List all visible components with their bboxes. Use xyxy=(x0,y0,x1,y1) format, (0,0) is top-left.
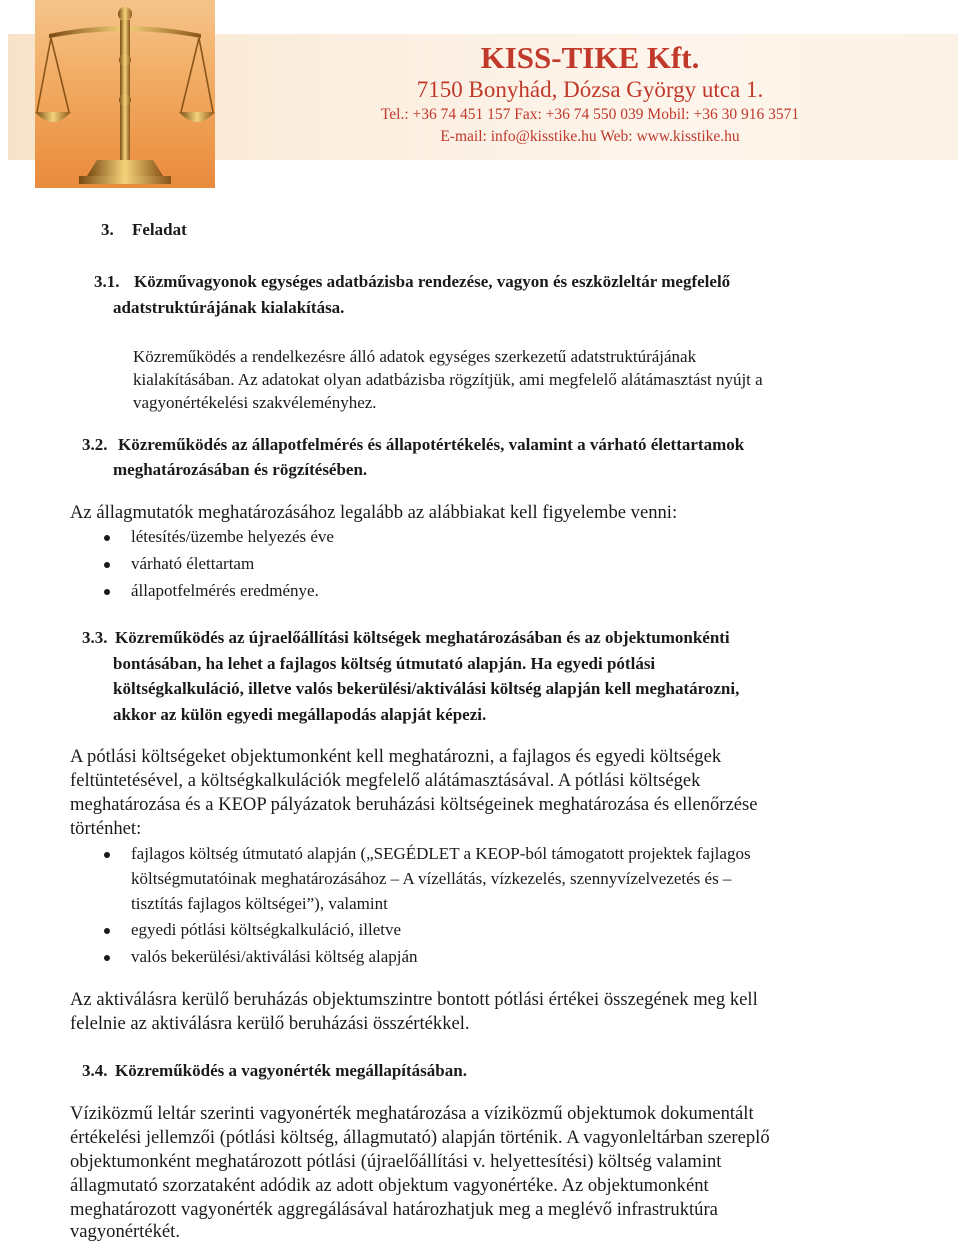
scales-of-justice-icon xyxy=(35,0,215,188)
subsection-3-1-number: 3.1. xyxy=(94,272,120,291)
company-phones: Tel.: +36 74 451 157 Fax: +36 74 550 039 Mobil: +36 30 916 3571 xyxy=(380,106,800,123)
paragraph-line: értékelési jellemzői (pótlási költség, állagmutató) alapján történik. A vagyonleltárban szereplő xyxy=(70,1127,770,1148)
list-item: tisztítás fajlagos költségei”), valamint xyxy=(131,894,388,913)
paragraph-line: felelnie az aktiválásra kerülő beruházási összértékkel. xyxy=(70,1013,470,1034)
letterhead xyxy=(0,0,960,190)
bullet-point xyxy=(104,589,110,595)
subsection-3-3-title-line: bontásában, ha lehet a fajlagos költség útmutató alapján. Ha egyedi pótlási xyxy=(113,654,656,673)
company-web: E-mail: info@kisstike.hu Web: www.kisstike.hu xyxy=(440,128,740,145)
subsection-3-3-title-line: Közreműködés az újraelőállítási költségek meghatározásában és az objektumonkénti xyxy=(115,628,730,647)
bullet-point xyxy=(104,955,110,961)
subsection-3-2-intro: Az állagmutatók meghatározásához legalább az alábbiakat kell figyelembe venni: xyxy=(70,502,678,523)
paragraph-line: Víziközmű leltár szerinti vagyonérték meghatározása a víziközmű objektumok dokumentált xyxy=(70,1103,754,1124)
paragraph-line: történhet: xyxy=(70,818,142,839)
subsection-3-2-title-line: Közreműködés az állapotfelmérés és állapotértékelés, valamint a várható élettartamok xyxy=(118,435,745,454)
list-item: fajlagos költség útmutató alapján („SEGÉDLET a KEOP-ból támogatott projektek fajlagos xyxy=(131,844,751,863)
subsection-3-4-number: 3.4. xyxy=(82,1061,108,1080)
paragraph-line: állagmutató szorzataként adódik az adott objektum vagyonértéke. Az objektumonként xyxy=(70,1175,709,1196)
paragraph-line: meghatározása és a KEOP pályázatok beruházási költségeinek meghatározása és ellenőrzése xyxy=(70,794,758,815)
paragraph-line: feltüntetésével, a költségkalkulációk megfelelő alátámasztásával. A pótlási költségek xyxy=(70,770,701,791)
paragraph-line: Az aktiválásra kerülő beruházás objektumszintre bontott pótlási értékei összegének meg kell xyxy=(70,989,758,1010)
subsection-3-4-title: Közreműködés a vagyonérték megállapításában. xyxy=(115,1061,467,1080)
bullet-point xyxy=(104,852,110,858)
subsection-3-1-body-line: kialakításában. Az adatokat olyan adatbázisba rögzítjük, ami megfelelő alátámasztást nyújt a xyxy=(133,370,763,389)
bullet-point xyxy=(104,562,110,568)
paragraph-line: A pótlási költségeket objektumonként kell meghatározni, a fajlagos és egyedi költségek xyxy=(70,746,722,767)
logo xyxy=(35,0,215,188)
company-address: 7150 Bonyhád, Dózsa György utca 1. xyxy=(416,77,764,102)
section-title: Feladat xyxy=(132,220,187,239)
subsection-3-3-number: 3.3. xyxy=(82,628,108,647)
bullet-point xyxy=(104,535,110,541)
company-name: KISS-TIKE Kft. xyxy=(480,40,700,75)
list-item: egyedi pótlási költségkalkuláció, illetve xyxy=(131,920,402,939)
list-item: valós bekerülési/aktiválási költség alapján xyxy=(131,947,418,966)
paragraph-line: meghatározott vagyonérték aggregálásával határozhatjuk meg a meglévő infrastruktúra xyxy=(70,1199,718,1220)
subsection-3-1-title-line: Közművagyonok egységes adatbázisba rendezése, vagyon és eszközleltár megfelelő xyxy=(134,272,731,291)
paragraph-line: objektumonként meghatározott pótlási (újraelőállítási v. helyettesítési) költség valamint xyxy=(70,1151,722,1172)
bullet-point xyxy=(104,928,110,934)
subsection-3-3-title-line: költségkalkuláció, illetve valós bekerülési/aktiválási költség alapján kell meghatározni, xyxy=(113,679,740,698)
list-item: költségmutatóinak meghatározásához – A vízellátás, vízkezelés, szennyvízelvezetés és – xyxy=(131,869,732,888)
list-item: létesítés/üzembe helyezés éve xyxy=(131,527,334,546)
subsection-3-2-title-line: meghatározásában és rögzítésében. xyxy=(113,460,368,479)
subsection-3-2-number: 3.2. xyxy=(82,435,108,454)
subsection-3-1-body-line: vagyonértékelési szakvéleményhez. xyxy=(133,393,377,412)
paragraph-line: vagyonértékét. xyxy=(70,1221,180,1242)
list-item: várható élettartam xyxy=(131,554,255,573)
section-number: 3. xyxy=(101,220,114,239)
subsection-3-1-title-line: adatstruktúrájának kialakítása. xyxy=(113,298,345,317)
list-item: állapotfelmérés eredménye. xyxy=(131,581,319,600)
letterhead-text xyxy=(230,40,950,148)
subsection-3-3-title-line: akkor az külön egyedi megállapodás alapját képezi. xyxy=(113,705,487,724)
subsection-3-1-body-line: Közreműködés a rendelkezésre álló adatok egységes szerkezetű adatstruktúrájának xyxy=(133,347,697,366)
